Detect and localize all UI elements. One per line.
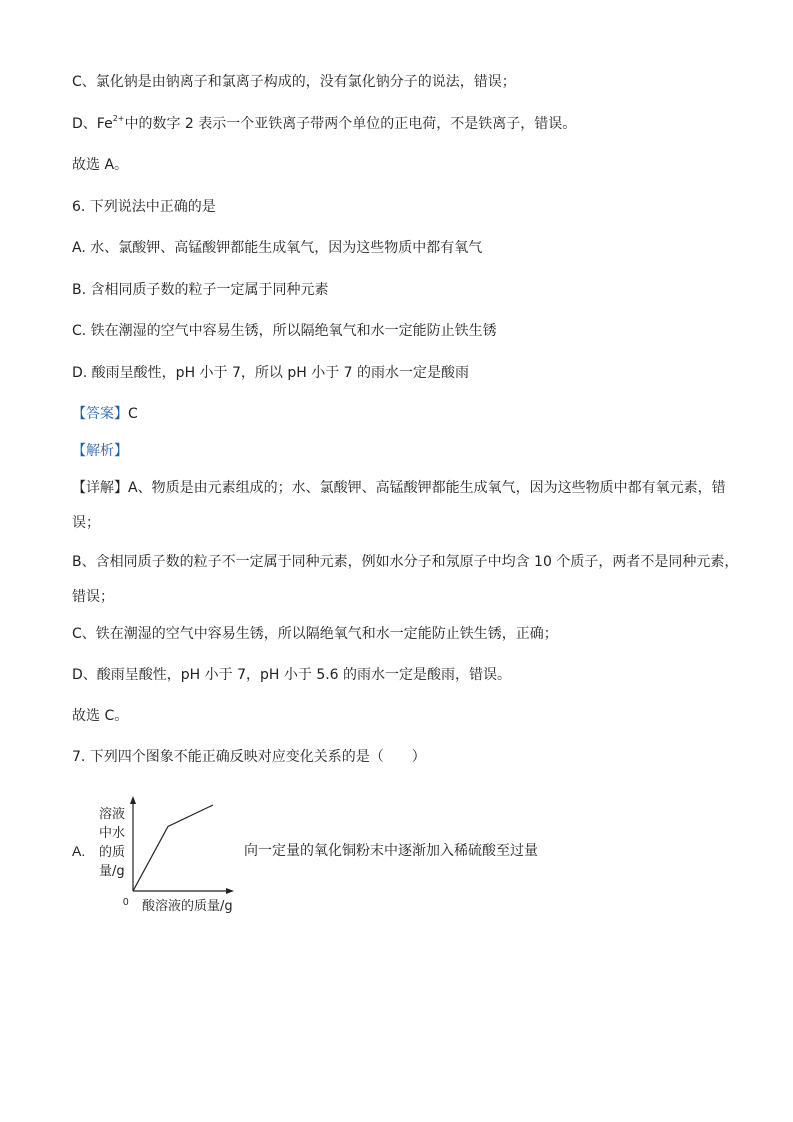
- ion-charge: 2+: [112, 114, 125, 123]
- option-a-label: A.: [72, 843, 86, 859]
- x-axis-label: 酸溶液的质量/g: [142, 899, 233, 914]
- y-axis-label-line: 中水: [99, 826, 126, 841]
- answer-line: [72, 404, 138, 424]
- detail-conclusion: 故选 C。: [72, 708, 129, 724]
- detail-line: 【详解】A、物质是由元素组成的；水、氯酸钾、高锰酸钾都能生成氧气，因为这些物质中都有氧元素，错: [72, 480, 726, 496]
- answer-value: C: [128, 406, 138, 422]
- detail-line: D、酸雨呈酸性，pH 小于 7，pH 小于 5.6 的雨水一定是酸雨，错误。: [72, 667, 512, 683]
- detail-line: 错误；: [72, 589, 114, 605]
- answer-tag: 【答案】: [72, 406, 128, 422]
- x-axis-arrow: [226, 888, 234, 894]
- question-6-option-a: A. 水、氯酸钾、高锰酸钾都能生成氧气，因为这些物质中都有氧气: [72, 240, 483, 256]
- conclusion-line: 故选 A。: [72, 157, 129, 173]
- y-axis-arrow: [130, 796, 136, 804]
- question-6-option-c: C. 铁在潮湿的空气中容易生锈，所以隔绝氧气和水一定能防止铁生锈: [72, 323, 497, 339]
- ion-formula: D、Fe: [72, 116, 113, 132]
- ion-explanation: 中的数字 2 表示一个亚铁离子带两个单位的正电荷，不是铁离子，错误。: [124, 116, 577, 132]
- text-line: C、氯化钠是由钠离子和氯离子构成的，没有氯化钠分子的说法，错误；: [72, 74, 516, 90]
- question-7-stem: 7. 下列四个图象不能正确反映对应变化关系的是（ ）: [72, 749, 426, 765]
- series-line: [133, 805, 213, 891]
- detail-line: B、含相同质子数的粒子不一定属于同种元素，例如水分子和氖原子中均含 10 个质子，两者不是同种元素，: [72, 554, 739, 570]
- question-6-stem: 6. 下列说法中正确的是: [72, 199, 216, 215]
- y-axis-label-line: 溶液: [99, 807, 126, 822]
- detail-line: 误；: [72, 515, 100, 531]
- y-axis-label-line: 的质: [99, 845, 126, 860]
- option-a-caption: 向一定量的氧化铜粉末中逐渐加入稀硫酸至过量: [244, 843, 538, 859]
- analysis-tag: 【解析】: [72, 443, 128, 459]
- origin-label: 0: [123, 897, 129, 908]
- detail-line: C、铁在潮湿的空气中容易生锈，所以隔绝氧气和水一定能防止铁生锈，正确；: [72, 626, 558, 642]
- text-line: [72, 114, 576, 134]
- question-6-option-d: D. 酸雨呈酸性，pH 小于 7，所以 pH 小于 7 的雨水一定是酸雨: [72, 365, 470, 381]
- question-6-option-b: B. 含相同质子数的粒子一定属于同种元素: [72, 282, 329, 298]
- y-axis-label-line: 量/g: [99, 864, 125, 879]
- option-a-graph: [72, 790, 242, 915]
